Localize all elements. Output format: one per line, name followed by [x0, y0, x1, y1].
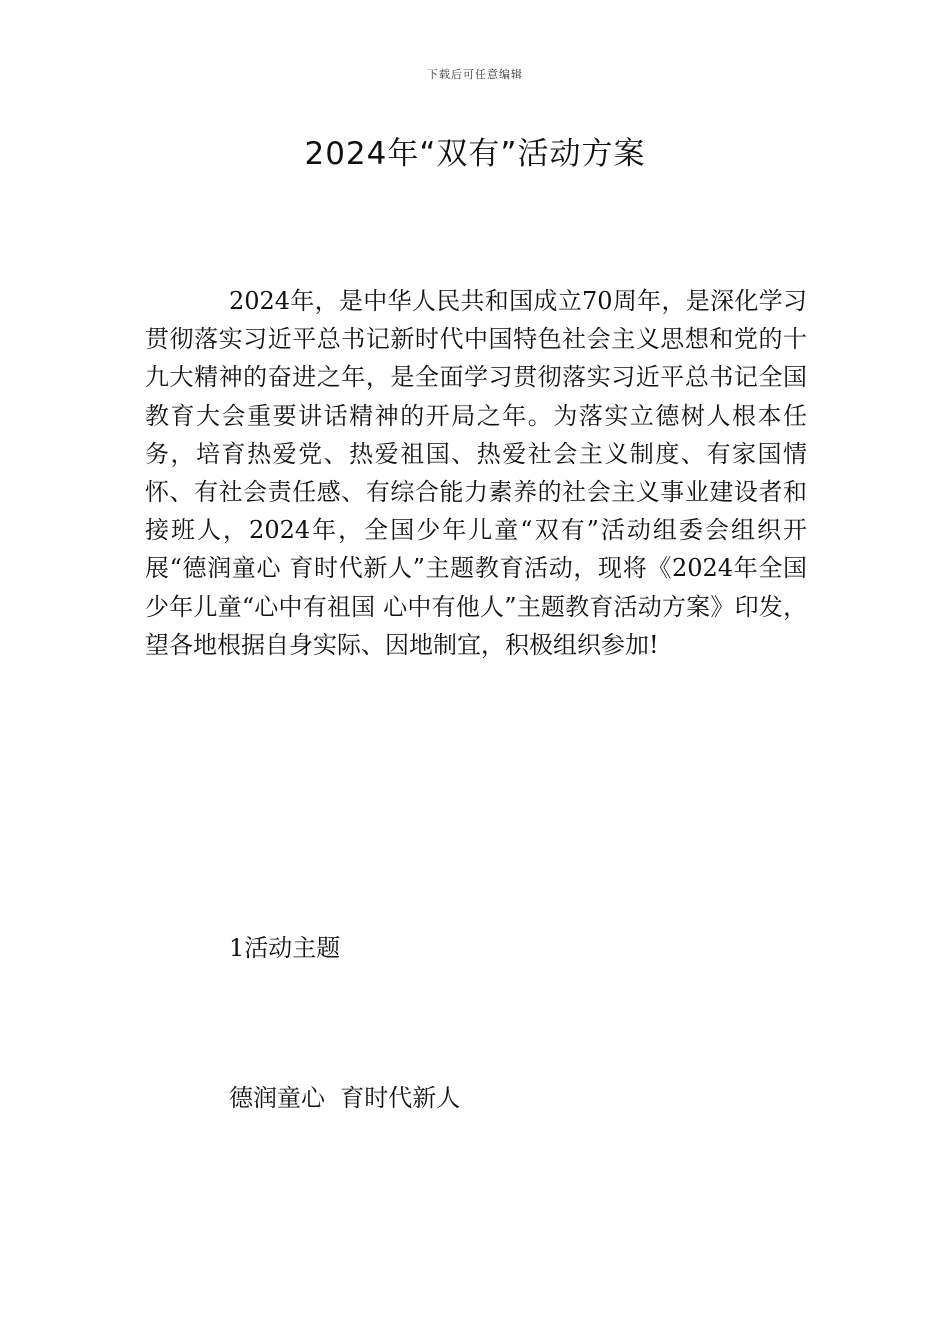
intro-paragraph: 2024年，是中华人民共和国成立70周年，是深化学习贯彻落实习近平总书记新时代中国特色社会主义思想和党的十九大精神的奋进之年，是全面学习贯彻落实习近平总书记全国教育大会重要讲话精神的开局之年。为落实立德树人根本任务，培育热爱党、热爱祖国、热爱社会主义制度、有家国情怀、有社会责任感、有综合能力素养的社会主义事业建设者和接班人，2024年，全国少年儿童“双有”活动组委会组织开展“德润童心 育时代新人”主题教育活动，现将《2024年全国少年儿童“心中有祖国 心中有他人”主题教育活动方案》印发，望各地根据自身实际、因地制宜，积极组织参加!: [145, 287, 807, 659]
section-heading-activity-theme: 1活动主题: [229, 934, 341, 962]
header-note: 下载后可任意编辑: [427, 68, 523, 81]
document-title: 2024年“双有”活动方案: [304, 136, 646, 172]
activity-theme-text: 德润童心 育时代新人: [229, 1084, 461, 1112]
